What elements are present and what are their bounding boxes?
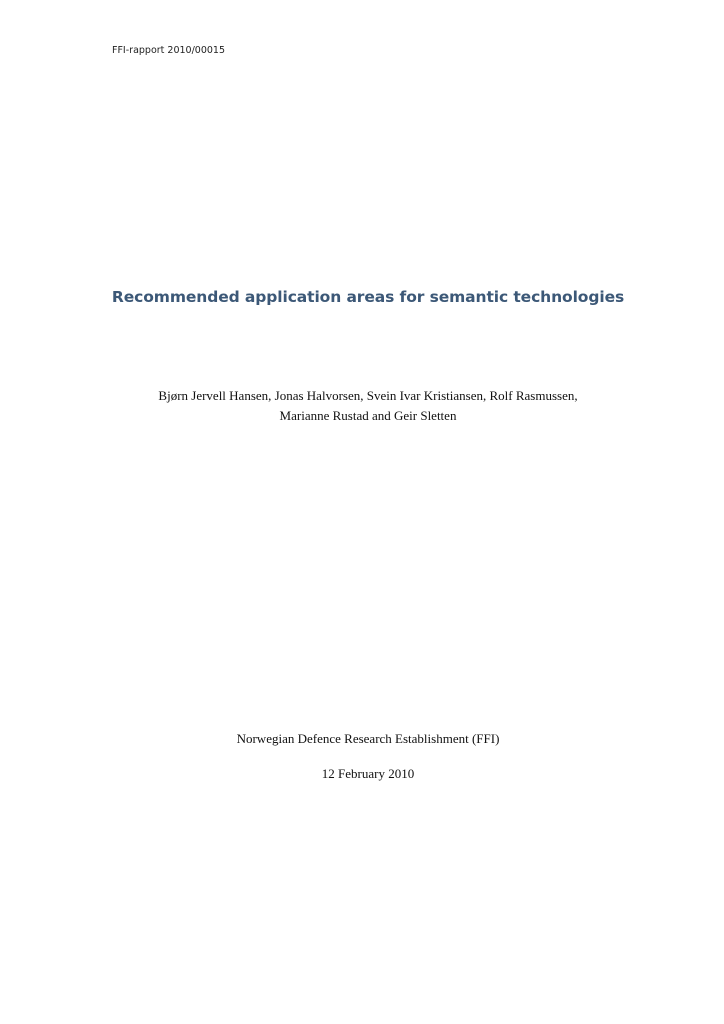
report-number: FFI-rapport 2010/00015 [112,45,226,56]
institution: Norwegian Defence Research Establishment (FFI) [236,731,500,746]
authors-line-2: Marianne Rustad and Geir Sletten [279,408,457,423]
publication-date: 12 February 2010 [321,766,415,781]
author-list [0,386,724,426]
document-title: Recommended application areas for semantic technologies [111,288,625,306]
authors-line-1: Bjørn Jervell Hansen, Jonas Halvorsen, Svein Ivar Kristiansen, Rolf Rasmussen, [158,388,578,403]
